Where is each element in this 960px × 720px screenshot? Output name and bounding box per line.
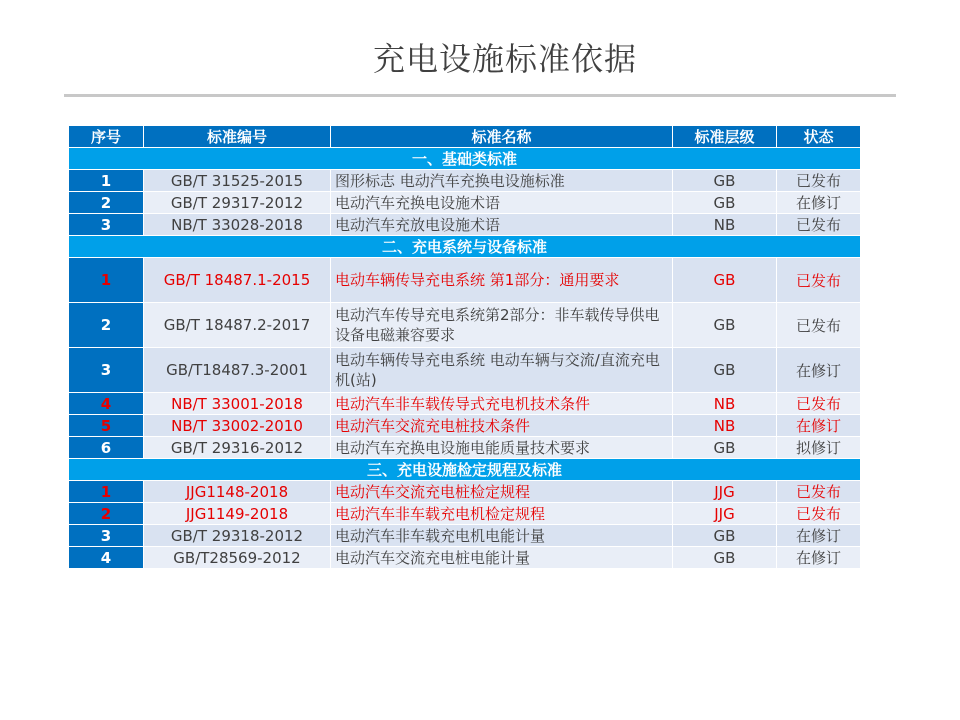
standard-status: 拟修订	[777, 437, 861, 459]
section-label: 一、基础类标准	[69, 148, 861, 170]
row-number: 3	[69, 348, 144, 393]
standard-level: GB	[673, 192, 777, 214]
row-number: 2	[69, 303, 144, 348]
standard-name: 电动汽车非车载充电机检定规程	[331, 503, 673, 525]
standard-name: 电动车辆传导充电系统 第1部分：通用要求	[331, 258, 673, 303]
header-no: 序号	[69, 126, 144, 148]
standards-table	[68, 125, 861, 569]
header-status: 状态	[777, 126, 861, 148]
table-row	[69, 214, 861, 236]
section-label: 三、充电设施检定规程及标准	[69, 459, 861, 481]
header-code: 标准编号	[144, 126, 331, 148]
table-row	[69, 393, 861, 415]
standard-name: 电动汽车非车载传导式充电机技术条件	[331, 393, 673, 415]
standard-code: GB/T 29317-2012	[144, 192, 331, 214]
standard-status: 已发布	[777, 303, 861, 348]
row-number: 3	[69, 214, 144, 236]
standard-status: 已发布	[777, 393, 861, 415]
standard-code: GB/T18487.3-2001	[144, 348, 331, 393]
standard-name: 电动汽车交流充电桩检定规程	[331, 481, 673, 503]
table-body	[69, 148, 861, 569]
table-row	[69, 303, 861, 348]
standard-status: 在修订	[777, 348, 861, 393]
standard-level: GB	[673, 303, 777, 348]
standard-status: 在修订	[777, 547, 861, 569]
title-divider	[64, 94, 896, 97]
standard-code: NB/T 33028-2018	[144, 214, 331, 236]
row-number: 5	[69, 415, 144, 437]
table-row	[69, 170, 861, 192]
standard-level: GB	[673, 170, 777, 192]
section-label: 二、充电系统与设备标准	[69, 236, 861, 258]
standard-code: GB/T 18487.2-2017	[144, 303, 331, 348]
standard-code: GB/T 31525-2015	[144, 170, 331, 192]
standard-level: GB	[673, 437, 777, 459]
standard-name: 电动汽车充换电设施电能质量技术要求	[331, 437, 673, 459]
table-row	[69, 348, 861, 393]
row-number: 6	[69, 437, 144, 459]
table-row	[69, 437, 861, 459]
row-number: 1	[69, 481, 144, 503]
table-row	[69, 481, 861, 503]
header-level: 标准层级	[673, 126, 777, 148]
standard-name: 图形标志 电动汽车充换电设施标准	[331, 170, 673, 192]
row-number: 4	[69, 393, 144, 415]
table-row	[69, 503, 861, 525]
section-header-row	[69, 148, 861, 170]
standard-status: 已发布	[777, 481, 861, 503]
standard-code: GB/T28569-2012	[144, 547, 331, 569]
table-row	[69, 415, 861, 437]
standard-code: GB/T 29318-2012	[144, 525, 331, 547]
page-title: 充电设施标准依据	[372, 40, 637, 78]
row-number: 4	[69, 547, 144, 569]
standard-level: GB	[673, 547, 777, 569]
standard-name: 电动汽车交流充电桩技术条件	[331, 415, 673, 437]
standard-code: GB/T 18487.1-2015	[144, 258, 331, 303]
standard-status: 已发布	[777, 170, 861, 192]
standard-name: 电动汽车传导充电系统第2部分：非车载传导供电设备电磁兼容要求	[331, 303, 673, 348]
row-number: 2	[69, 192, 144, 214]
standard-status: 已发布	[777, 503, 861, 525]
standard-status: 在修订	[777, 192, 861, 214]
standard-level: JJG	[673, 503, 777, 525]
table-row	[69, 547, 861, 569]
standard-name: 电动汽车充换电设施术语	[331, 192, 673, 214]
standard-level: GB	[673, 348, 777, 393]
table-row	[69, 192, 861, 214]
row-number: 2	[69, 503, 144, 525]
standard-level: NB	[673, 415, 777, 437]
standard-name: 电动汽车充放电设施术语	[331, 214, 673, 236]
row-number: 3	[69, 525, 144, 547]
standard-code: JJG1149-2018	[144, 503, 331, 525]
standard-code: NB/T 33002-2010	[144, 415, 331, 437]
row-number: 1	[69, 258, 144, 303]
standard-level: JJG	[673, 481, 777, 503]
standard-status: 已发布	[777, 214, 861, 236]
standard-status: 在修订	[777, 415, 861, 437]
table-row	[69, 525, 861, 547]
header-name: 标准名称	[331, 126, 673, 148]
table-row	[69, 258, 861, 303]
standard-status: 在修订	[777, 525, 861, 547]
standard-name: 电动汽车非车载充电机电能计量	[331, 525, 673, 547]
standard-level: GB	[673, 258, 777, 303]
row-number: 1	[69, 170, 144, 192]
standard-status: 已发布	[777, 258, 861, 303]
standard-code: GB/T 29316-2012	[144, 437, 331, 459]
standard-code: NB/T 33001-2018	[144, 393, 331, 415]
section-header-row	[69, 236, 861, 258]
standard-code: JJG1148-2018	[144, 481, 331, 503]
standard-level: NB	[673, 393, 777, 415]
standard-name: 电动车辆传导充电系统 电动车辆与交流/直流充电机(站)	[331, 348, 673, 393]
standard-level: GB	[673, 525, 777, 547]
section-header-row	[69, 459, 861, 481]
table-header-row	[69, 126, 861, 148]
standard-level: NB	[673, 214, 777, 236]
standard-name: 电动汽车交流充电桩电能计量	[331, 547, 673, 569]
